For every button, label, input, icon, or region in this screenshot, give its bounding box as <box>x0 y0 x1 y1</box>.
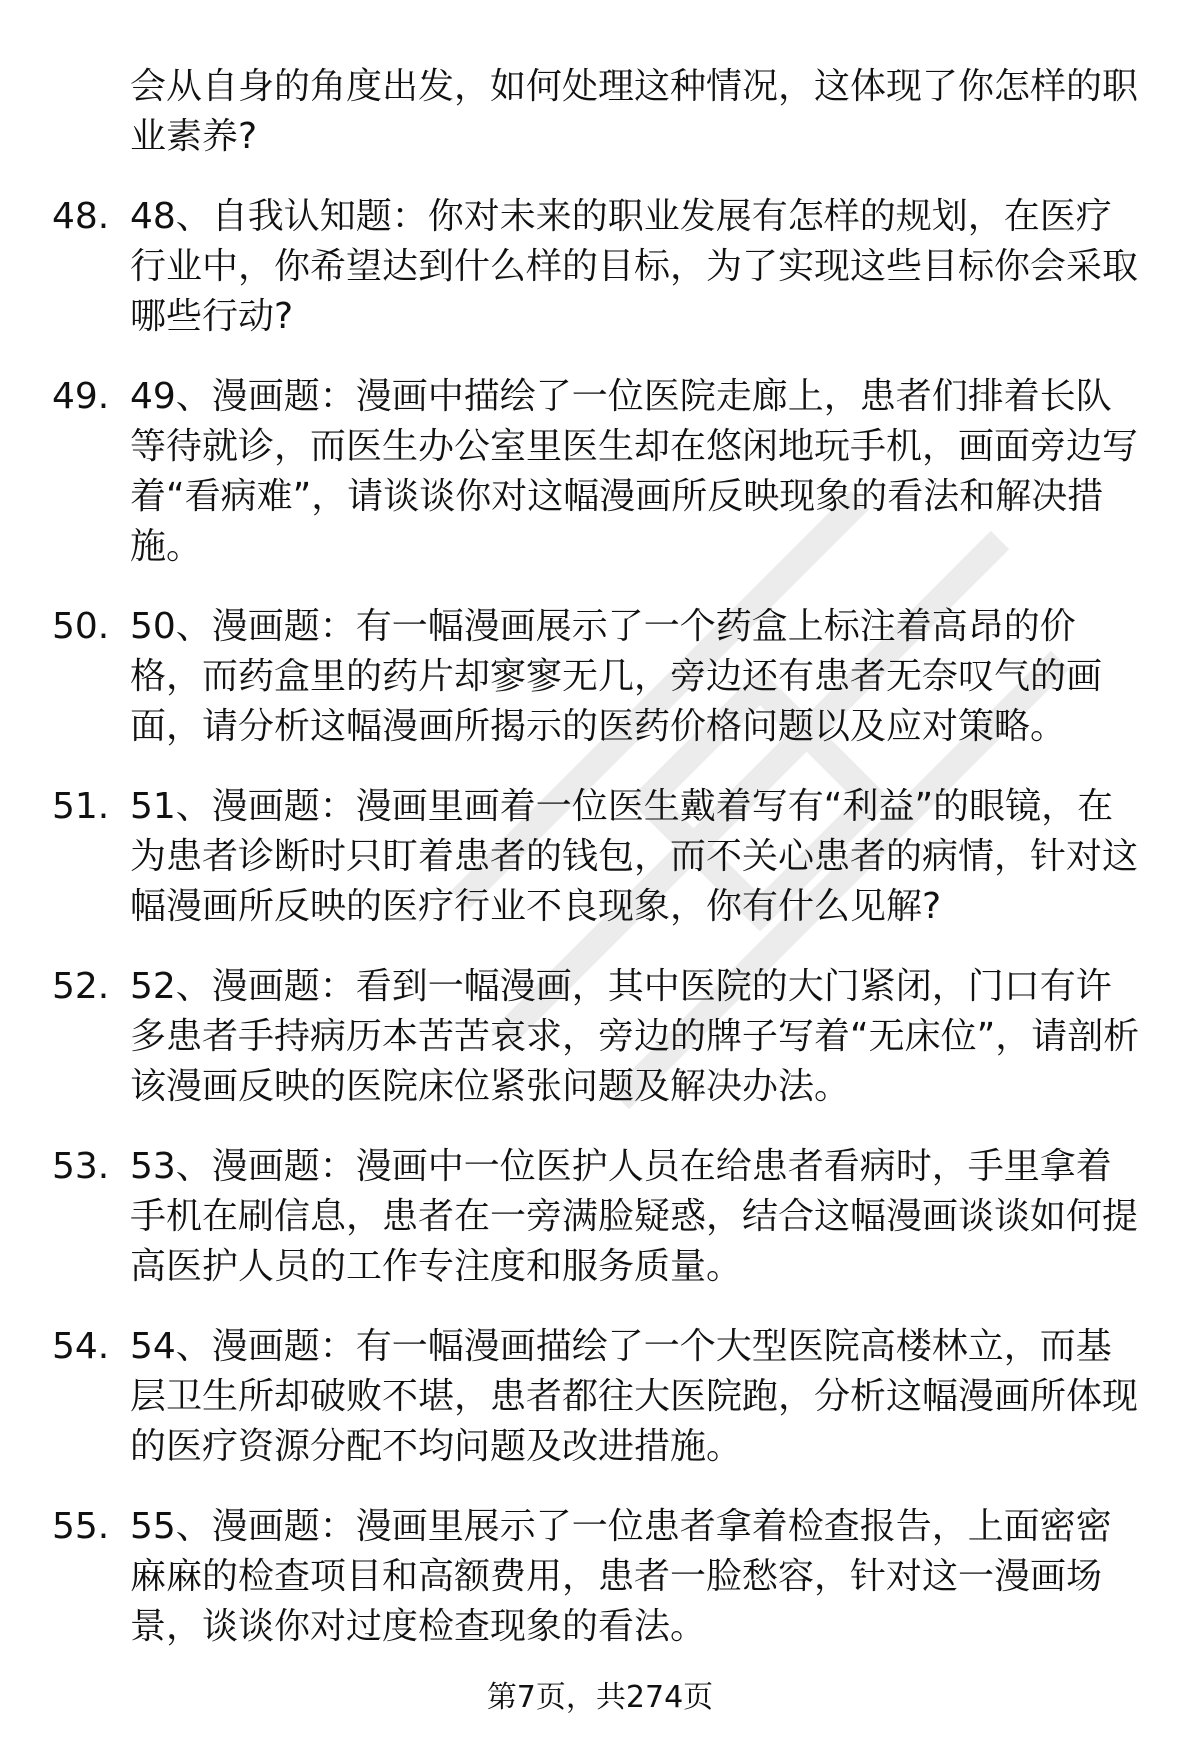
question-text: 49、漫画题：漫画中描绘了一位医院走廊上，患者们排着长队等待就诊，而医生办公室里医生却在悠闲地玩手机，画面旁边写着“看病难”，请谈谈你对这幅漫画所反映现象的看法和解决措施。 <box>130 376 1139 567</box>
list-number: 49. <box>52 376 110 417</box>
question-text: 52、漫画题：看到一幅漫画，其中医院的大门紧闭，门口有许多患者手持病历本苦苦哀求，旁边的牌子写着“无床位”，请剖析该漫画反映的医院床位紧张问题及解决办法。 <box>130 966 1140 1107</box>
question-item <box>52 192 1152 342</box>
question-item <box>52 962 1152 1112</box>
question-text: 55、漫画题：漫画里展示了一位患者拿着检查报告，上面密密麻麻的检查项目和高额费用，患者一脸愁容，针对这一漫画场景，谈谈你对过度检查现象的看法。 <box>130 1506 1112 1647</box>
list-number: 55. <box>52 1506 110 1547</box>
question-text: 50、漫画题：有一幅漫画展示了一个药盒上标注着高昂的价格，而药盒里的药片却寥寥无几，旁边还有患者无奈叹气的画面，请分析这幅漫画所揭示的医药价格问题以及应对策略。 <box>130 606 1103 747</box>
document-body <box>52 62 1152 1682</box>
question-text: 54、漫画题：有一幅漫画描绘了一个大型医院高楼林立，而基层卫生所却破败不堪，患者都往大医院跑，分析这幅漫画所体现的医疗资源分配不均问题及改进措施。 <box>130 1326 1139 1467</box>
question-text: 53、漫画题：漫画中一位医护人员在给患者看病时，手里拿着手机在刷信息，患者在一旁满脸疑惑，结合这幅漫画谈谈如何提高医护人员的工作专注度和服务质量。 <box>130 1146 1139 1287</box>
list-number: 54. <box>52 1326 110 1367</box>
question-item <box>52 1322 1152 1472</box>
continuation-text: 会从自身的角度出发，如何处理这种情况，这体现了你怎样的职业素养? <box>130 66 1139 157</box>
question-item <box>52 372 1152 572</box>
list-number: 48. <box>52 196 110 237</box>
question-item <box>52 782 1152 932</box>
question-text: 51、漫画题：漫画里画着一位医生戴着写有“利益”的眼镜，在为患者诊断时只盯着患者的钱包，而不关心患者的病情，针对这幅漫画所反映的医疗行业不良现象，你有什么见解? <box>130 786 1139 927</box>
list-number: 50. <box>52 606 110 647</box>
question-item <box>52 1142 1152 1292</box>
question-item <box>52 1502 1152 1652</box>
list-number: 53. <box>52 1146 110 1187</box>
question-text: 48、自我认知题：你对未来的职业发展有怎样的规划，在医疗行业中，你希望达到什么样的目标，为了实现这些目标你会采取哪些行动? <box>130 196 1139 337</box>
page-footer: 第7页，共274页 <box>486 1680 714 1715</box>
question-item <box>52 602 1152 752</box>
list-number: 52. <box>52 966 110 1007</box>
list-number: 51. <box>52 786 110 827</box>
